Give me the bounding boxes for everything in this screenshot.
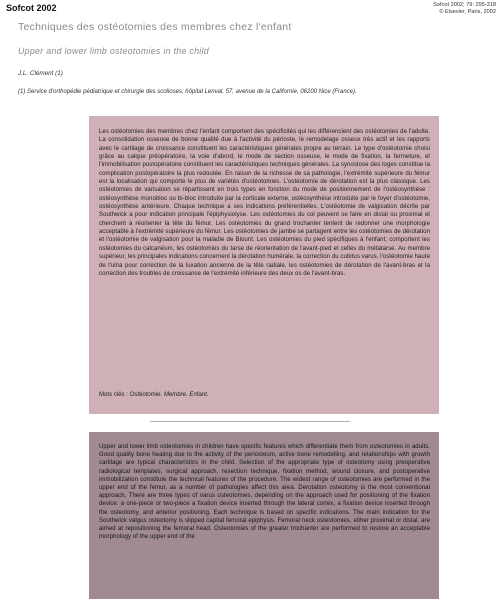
abstract-english-text: Upper and lower limb osteotomies in children have specific features which differentiate them from osteotomies in adults. Good quality bone healing due to the activity of the periosteum, active bone remodelling, and relationships with growth cartilage are typical characteristics in the child. Selection of the appropriate type of osteotomy using preoperative radiological templates, surgical approach, resection technique, fixation method, wound closure, and postoperative immobilization constitute the technical features of the procedure. The widest range of osteotomies are performed in the upper end of the femur, as a number of pathologies affect this area. Derotation osteotomy is the most conventional approach. There are three types of varus osteotomies, depending on the approach used for positioning of the fixation device: a one-piece or two-piece a fixation device inserted through the lateral cortex, a fixation device inserted through the osteotomy, and anterior positioning. Each technique is based on specific indications. The main indication for the Southwick valgus osteotomy is slipped capital femoral epiphysis. Femoral neck osteotomies, either proximal or distal, are aimed at repositioning the femoral head. Osteotomies of the greater trochanter are performed to restore an acceptable morphology of the upper end of the	[99, 444, 430, 541]
journal-name: Sofcot 2002	[6, 3, 57, 13]
citation: Sofcot 2002; 79: 295-318	[433, 2, 496, 8]
author: J.L. Clément (1)	[18, 70, 63, 77]
affiliation: (1) Service d'orthopédie pédiatrique et chirurgie des scolioses, hôpital Lenval, 57, avenue de la Californie, 06200 Nice (France).	[18, 89, 357, 95]
article-title-english: Upper and lower limb osteotomies in the child	[18, 46, 209, 56]
publisher: © Elsevier, Paris, 2002	[439, 9, 496, 15]
section-divider	[150, 421, 350, 422]
abstract-english-box	[89, 432, 439, 599]
article-title-french: Techniques des ostéotomies des membres chez l'enfant	[18, 21, 292, 33]
keywords-label: Mots clés :	[99, 392, 128, 398]
keywords: Ostéotomie. Membre. Enfant.	[129, 392, 209, 398]
keywords-line	[99, 392, 209, 398]
abstract-french-text: Les ostéotomies des membres chez l'enfant comportent des spécificités qui les différencient des ostéotomies de l'adulte. La consolidation osseuse de bonne qualité due à l'activité du périoste, le remodelage osseux très actif et les rapports avec le cartilage de croissance constituent les caractéristiques générales propre au terrain. Le type d'ostéotomie choisi grâce au calque préopératoire, la voie d'abord, le mode de section osseuse, le mode de fixation, la fermeture, et l'immobilisation postopératoire constituent les caractéristiques techniques générales. La synostose des loges constitue la complication postopératoire la plus redoutée. En raison de la richesse de sa pathologie, l'extrémité supérieure du fémur est la localisation qui comporte le plus de variétés d'ostéotomies. L'ostéotomie de dérotation est la plus classique. Les ostéotomies de varisation se répartissent en trois types en fonction du mode de positionnement de l'ostéosynthèse : ostéosynthèse monobloc ou bi-bloc introduite par la corticale externe, ostéosynthèse introduite par le foyer d'ostéotomie, ostéosynthèse antérieure. Chaque technique a ses indications préférentielles. L'ostéotomie de valgisation décrite par Southwick a pour indication principale l'épiphysiolyse. Les ostéotomies du col peuvent se faire en distal ou proximal et cherchent à réorienter la tête du fémur. Les ostéotomies du grand trochanter tentent de redonner une morphologie acceptable à l'extrémité supérieure du fémur. Les ostéotomies de jambe se partagent entre les ostéotomies de dérotation et l'ostéotomie de valgisation pour la maladie de Blount. Les ostéotomies du pied spécifiques à l'enfant, comportent les ostéotomies du calcanéum, les ostéotomies du tarse de réorientation de l'avant-pied et celles du métatarse. Au membre supérieur, les principales indications concernent la dérotation humérale, la correction du cubitus varus, l'ostéotomie haute de l'ulna pour correction de la luxation ancienne de la tête radiale, les ostéotomies de dérotation de l'avant-bras et la correction des troubles de croissance de l'extrémité inférieure des deux os de l'avant-bras.	[99, 129, 430, 277]
abstract-french-box	[89, 116, 439, 414]
citation-block	[433, 2, 496, 16]
